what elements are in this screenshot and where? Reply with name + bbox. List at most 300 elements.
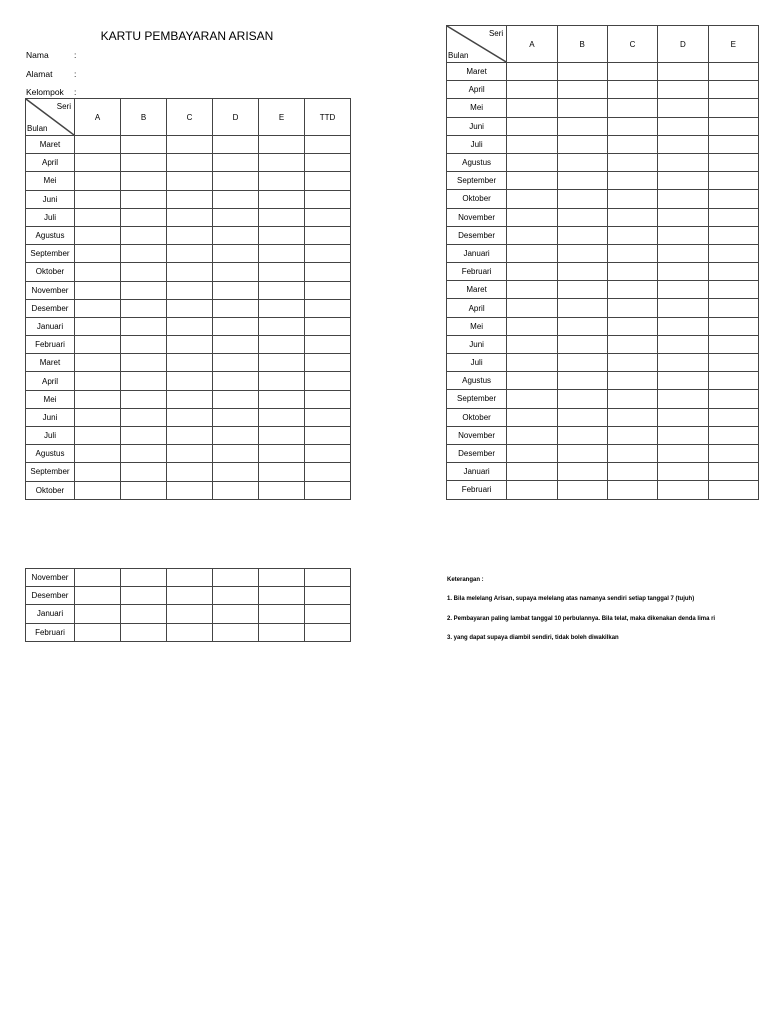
month-label: Februari xyxy=(26,623,75,641)
payment-cell[interactable] xyxy=(658,226,708,244)
payment-cell[interactable] xyxy=(167,463,213,481)
payment-cell[interactable] xyxy=(658,372,708,390)
payment-cell[interactable] xyxy=(557,208,607,226)
payment-cell[interactable] xyxy=(708,372,758,390)
payment-cell[interactable] xyxy=(507,281,557,299)
payment-cell[interactable] xyxy=(557,81,607,99)
payment-cell[interactable] xyxy=(259,390,305,408)
payment-cell[interactable] xyxy=(213,336,259,354)
payment-cell[interactable] xyxy=(213,481,259,499)
payment-cell[interactable] xyxy=(259,226,305,244)
payment-cell[interactable] xyxy=(305,317,351,335)
payment-cell[interactable] xyxy=(607,63,657,81)
payment-cell[interactable] xyxy=(167,136,213,154)
payment-cell[interactable] xyxy=(708,226,758,244)
payment-cell[interactable] xyxy=(121,281,167,299)
payment-cell[interactable] xyxy=(259,623,305,641)
month-row xyxy=(447,190,759,208)
payment-cell[interactable] xyxy=(507,226,557,244)
payment-cell[interactable] xyxy=(305,605,351,623)
payment-cell[interactable] xyxy=(121,154,167,172)
payment-cell[interactable] xyxy=(121,190,167,208)
payment-cell[interactable] xyxy=(259,605,305,623)
payment-cell[interactable] xyxy=(658,153,708,171)
alamat-field xyxy=(26,69,77,79)
payment-cell[interactable] xyxy=(167,190,213,208)
payment-cell[interactable] xyxy=(557,153,607,171)
payment-cell[interactable] xyxy=(607,335,657,353)
payment-cell[interactable] xyxy=(75,208,121,226)
payment-cell[interactable] xyxy=(259,190,305,208)
payment-cell[interactable] xyxy=(167,354,213,372)
payment-cell[interactable] xyxy=(658,63,708,81)
payment-cell[interactable] xyxy=(607,153,657,171)
payment-cell[interactable] xyxy=(557,226,607,244)
payment-cell[interactable] xyxy=(121,299,167,317)
month-label: Mei xyxy=(447,99,507,117)
payment-cell[interactable] xyxy=(658,99,708,117)
payment-cell[interactable] xyxy=(75,354,121,372)
payment-cell[interactable] xyxy=(259,569,305,587)
payment-cell[interactable] xyxy=(259,317,305,335)
payment-cell[interactable] xyxy=(607,390,657,408)
payment-cell[interactable] xyxy=(305,445,351,463)
payment-cell[interactable] xyxy=(708,153,758,171)
payment-cell[interactable] xyxy=(607,99,657,117)
payment-cell[interactable] xyxy=(167,372,213,390)
payment-cell[interactable] xyxy=(305,587,351,605)
payment-cell[interactable] xyxy=(305,623,351,641)
payment-cell[interactable] xyxy=(213,605,259,623)
payment-cell[interactable] xyxy=(305,154,351,172)
payment-cell[interactable] xyxy=(607,281,657,299)
payment-cell[interactable] xyxy=(121,390,167,408)
payment-cell[interactable] xyxy=(305,226,351,244)
payment-cell[interactable] xyxy=(305,408,351,426)
payment-cell[interactable] xyxy=(213,427,259,445)
payment-cell[interactable] xyxy=(607,172,657,190)
payment-cell[interactable] xyxy=(507,317,557,335)
payment-cell[interactable] xyxy=(658,390,708,408)
payment-cell[interactable] xyxy=(708,463,758,481)
payment-cell[interactable] xyxy=(75,408,121,426)
payment-cell[interactable] xyxy=(557,172,607,190)
payment-cell[interactable] xyxy=(305,463,351,481)
payment-cell[interactable] xyxy=(607,244,657,262)
payment-cell[interactable] xyxy=(507,208,557,226)
payment-cell[interactable] xyxy=(607,481,657,499)
payment-cell[interactable] xyxy=(305,372,351,390)
payment-cell[interactable] xyxy=(658,444,708,462)
payment-cell[interactable] xyxy=(557,426,607,444)
payment-cell[interactable] xyxy=(557,299,607,317)
payment-cell[interactable] xyxy=(607,190,657,208)
month-label: Desember xyxy=(26,299,75,317)
payment-cell[interactable] xyxy=(557,135,607,153)
month-label: Maret xyxy=(26,354,75,372)
payment-cell[interactable] xyxy=(121,408,167,426)
payment-cell[interactable] xyxy=(557,117,607,135)
payment-cell[interactable] xyxy=(213,172,259,190)
payment-cell[interactable] xyxy=(557,444,607,462)
payment-cell[interactable] xyxy=(305,354,351,372)
payment-cell[interactable] xyxy=(607,463,657,481)
month-row xyxy=(26,281,351,299)
payment-cell[interactable] xyxy=(167,263,213,281)
payment-cell[interactable] xyxy=(75,463,121,481)
payment-cell[interactable] xyxy=(557,335,607,353)
payment-cell[interactable] xyxy=(708,99,758,117)
payment-cell[interactable] xyxy=(121,354,167,372)
payment-cell[interactable] xyxy=(121,427,167,445)
payment-cell[interactable] xyxy=(213,317,259,335)
payment-cell[interactable] xyxy=(305,245,351,263)
payment-cell[interactable] xyxy=(121,317,167,335)
payment-cell[interactable] xyxy=(305,263,351,281)
month-row xyxy=(447,81,759,99)
payment-cell[interactable] xyxy=(507,408,557,426)
payment-cell[interactable] xyxy=(167,445,213,463)
payment-cell[interactable] xyxy=(557,354,607,372)
payment-cell[interactable] xyxy=(75,317,121,335)
payment-cell[interactable] xyxy=(167,281,213,299)
payment-cell[interactable] xyxy=(658,81,708,99)
payment-cell[interactable] xyxy=(708,299,758,317)
payment-cell[interactable] xyxy=(121,605,167,623)
payment-cell[interactable] xyxy=(167,317,213,335)
payment-cell[interactable] xyxy=(75,281,121,299)
payment-cell[interactable] xyxy=(708,481,758,499)
payment-cell[interactable] xyxy=(121,245,167,263)
payment-cell[interactable] xyxy=(607,226,657,244)
payment-cell[interactable] xyxy=(75,587,121,605)
payment-cell[interactable] xyxy=(213,154,259,172)
payment-cell[interactable] xyxy=(507,81,557,99)
payment-cell[interactable] xyxy=(75,336,121,354)
month-label: Juni xyxy=(447,117,507,135)
payment-cell[interactable] xyxy=(607,117,657,135)
payment-cell[interactable] xyxy=(607,81,657,99)
keterangan-item: 2. Pembayaran paling lambat tanggal 10 perbulannya. Bila telat, maka dikenakan denda lima ri xyxy=(447,616,716,622)
payment-cell[interactable] xyxy=(708,63,758,81)
payment-cell[interactable] xyxy=(607,354,657,372)
payment-cell[interactable] xyxy=(607,299,657,317)
month-label: Maret xyxy=(447,63,507,81)
payment-cell[interactable] xyxy=(259,154,305,172)
payment-cell[interactable] xyxy=(259,463,305,481)
payment-cell[interactable] xyxy=(708,244,758,262)
payment-cell[interactable] xyxy=(557,99,607,117)
payment-cell[interactable] xyxy=(167,336,213,354)
month-row xyxy=(447,135,759,153)
payment-cell[interactable] xyxy=(167,226,213,244)
payment-cell[interactable] xyxy=(305,569,351,587)
payment-cell[interactable] xyxy=(507,190,557,208)
payment-cell[interactable] xyxy=(305,336,351,354)
payment-cell[interactable] xyxy=(305,281,351,299)
month-label: Februari xyxy=(26,336,75,354)
payment-cell[interactable] xyxy=(708,317,758,335)
payment-cell[interactable] xyxy=(708,172,758,190)
payment-cell[interactable] xyxy=(507,444,557,462)
payment-cell[interactable] xyxy=(75,263,121,281)
payment-cell[interactable] xyxy=(658,135,708,153)
payment-cell[interactable] xyxy=(121,623,167,641)
payment-cell[interactable] xyxy=(259,354,305,372)
payment-cell[interactable] xyxy=(213,445,259,463)
month-row xyxy=(26,172,351,190)
payment-cell[interactable] xyxy=(658,426,708,444)
payment-cell[interactable] xyxy=(121,172,167,190)
month-label: Januari xyxy=(447,463,507,481)
payment-cell[interactable] xyxy=(259,336,305,354)
payment-cell[interactable] xyxy=(213,245,259,263)
payment-cell[interactable] xyxy=(167,605,213,623)
payment-cell[interactable] xyxy=(167,299,213,317)
month-row xyxy=(26,569,351,587)
payment-cell[interactable] xyxy=(167,172,213,190)
payment-cell[interactable] xyxy=(259,208,305,226)
payment-cell[interactable] xyxy=(708,426,758,444)
payment-cell[interactable] xyxy=(75,445,121,463)
month-row xyxy=(447,354,759,372)
month-label: Agustus xyxy=(26,445,75,463)
payment-cell[interactable] xyxy=(167,390,213,408)
payment-cell[interactable] xyxy=(708,390,758,408)
month-label: Mei xyxy=(26,172,75,190)
payment-cell[interactable] xyxy=(557,244,607,262)
month-row xyxy=(26,445,351,463)
payment-cell[interactable] xyxy=(708,135,758,153)
payment-cell[interactable] xyxy=(305,208,351,226)
payment-cell[interactable] xyxy=(121,569,167,587)
payment-cell[interactable] xyxy=(213,190,259,208)
payment-cell[interactable] xyxy=(708,190,758,208)
payment-cell[interactable] xyxy=(213,408,259,426)
payment-cell[interactable] xyxy=(75,390,121,408)
month-label: April xyxy=(447,299,507,317)
month-row xyxy=(447,317,759,335)
payment-cell[interactable] xyxy=(167,245,213,263)
payment-cell[interactable] xyxy=(607,135,657,153)
payment-cell[interactable] xyxy=(259,408,305,426)
payment-cell[interactable] xyxy=(213,390,259,408)
payment-cell[interactable] xyxy=(75,226,121,244)
payment-cell[interactable] xyxy=(75,569,121,587)
payment-cell[interactable] xyxy=(607,426,657,444)
payment-cell[interactable] xyxy=(167,569,213,587)
payment-cell[interactable] xyxy=(708,354,758,372)
payment-cell[interactable] xyxy=(167,154,213,172)
month-label: Agustus xyxy=(447,153,507,171)
payment-cell[interactable] xyxy=(507,463,557,481)
payment-cell[interactable] xyxy=(507,354,557,372)
month-label: Agustus xyxy=(447,372,507,390)
payment-cell[interactable] xyxy=(167,623,213,641)
payment-cell[interactable] xyxy=(259,445,305,463)
month-label: Juli xyxy=(447,354,507,372)
payment-cell[interactable] xyxy=(213,463,259,481)
payment-cell[interactable] xyxy=(121,226,167,244)
payment-cell[interactable] xyxy=(658,281,708,299)
payment-cell[interactable] xyxy=(658,463,708,481)
payment-cell[interactable] xyxy=(507,426,557,444)
payment-cell[interactable] xyxy=(213,299,259,317)
payment-cell[interactable] xyxy=(507,335,557,353)
kelompok-field xyxy=(26,87,77,97)
payment-cell[interactable] xyxy=(259,136,305,154)
payment-cell[interactable] xyxy=(507,244,557,262)
payment-cell[interactable] xyxy=(658,117,708,135)
payment-cell[interactable] xyxy=(213,587,259,605)
payment-cell[interactable] xyxy=(507,299,557,317)
payment-cell[interactable] xyxy=(658,263,708,281)
month-label: Juni xyxy=(26,408,75,426)
payment-cell[interactable] xyxy=(305,390,351,408)
payment-cell[interactable] xyxy=(305,172,351,190)
payment-cell[interactable] xyxy=(708,335,758,353)
payment-cell[interactable] xyxy=(658,172,708,190)
payment-cell[interactable] xyxy=(75,136,121,154)
payment-cell[interactable] xyxy=(213,226,259,244)
payment-cell[interactable] xyxy=(213,623,259,641)
payment-cell[interactable] xyxy=(305,299,351,317)
payment-cell[interactable] xyxy=(658,244,708,262)
payment-cell[interactable] xyxy=(305,481,351,499)
payment-cell[interactable] xyxy=(658,299,708,317)
payment-cell[interactable] xyxy=(259,587,305,605)
payment-cell[interactable] xyxy=(507,153,557,171)
payment-cell[interactable] xyxy=(658,408,708,426)
payment-cell[interactable] xyxy=(607,263,657,281)
payment-cell[interactable] xyxy=(708,281,758,299)
payment-cell[interactable] xyxy=(708,208,758,226)
payment-cell[interactable] xyxy=(658,190,708,208)
payment-cell[interactable] xyxy=(121,336,167,354)
payment-cell[interactable] xyxy=(75,605,121,623)
payment-cell[interactable] xyxy=(557,463,607,481)
payment-cell[interactable] xyxy=(213,136,259,154)
payment-cell[interactable] xyxy=(75,372,121,390)
payment-cell[interactable] xyxy=(507,372,557,390)
payment-cell[interactable] xyxy=(507,481,557,499)
payment-cell[interactable] xyxy=(213,281,259,299)
payment-cell[interactable] xyxy=(708,81,758,99)
payment-cell[interactable] xyxy=(658,208,708,226)
payment-cell[interactable] xyxy=(121,136,167,154)
payment-cell[interactable] xyxy=(607,317,657,335)
payment-cell[interactable] xyxy=(213,354,259,372)
payment-cell[interactable] xyxy=(167,408,213,426)
payment-cell[interactable] xyxy=(557,190,607,208)
payment-cell[interactable] xyxy=(75,427,121,445)
month-row xyxy=(26,136,351,154)
payment-cell[interactable] xyxy=(658,335,708,353)
payment-cell[interactable] xyxy=(607,444,657,462)
payment-cell[interactable] xyxy=(557,263,607,281)
payment-cell[interactable] xyxy=(259,427,305,445)
payment-cell[interactable] xyxy=(557,317,607,335)
payment-cell[interactable] xyxy=(708,117,758,135)
month-row xyxy=(447,408,759,426)
payment-cell[interactable] xyxy=(121,445,167,463)
payment-cell[interactable] xyxy=(75,190,121,208)
payment-cell[interactable] xyxy=(507,117,557,135)
payment-cell[interactable] xyxy=(213,208,259,226)
payment-cell[interactable] xyxy=(557,281,607,299)
payment-cell[interactable] xyxy=(121,481,167,499)
payment-cell[interactable] xyxy=(507,172,557,190)
payment-cell[interactable] xyxy=(557,481,607,499)
month-row xyxy=(26,190,351,208)
payment-cell[interactable] xyxy=(75,154,121,172)
payment-cell[interactable] xyxy=(259,481,305,499)
payment-table-left xyxy=(25,98,351,500)
payment-cell[interactable] xyxy=(507,135,557,153)
payment-cell[interactable] xyxy=(259,281,305,299)
payment-cell[interactable] xyxy=(213,569,259,587)
payment-cell[interactable] xyxy=(167,427,213,445)
payment-cell[interactable] xyxy=(259,299,305,317)
payment-cell[interactable] xyxy=(557,408,607,426)
payment-cell[interactable] xyxy=(121,587,167,605)
payment-cell[interactable] xyxy=(75,481,121,499)
payment-cell[interactable] xyxy=(557,390,607,408)
month-label: November xyxy=(447,426,507,444)
month-row xyxy=(447,263,759,281)
payment-cell[interactable] xyxy=(708,408,758,426)
payment-cell[interactable] xyxy=(121,208,167,226)
payment-cell[interactable] xyxy=(607,408,657,426)
payment-cell[interactable] xyxy=(259,172,305,190)
payment-cell[interactable] xyxy=(507,63,557,81)
payment-cell[interactable] xyxy=(75,172,121,190)
column-header: B xyxy=(557,26,607,63)
payment-cell[interactable] xyxy=(507,390,557,408)
payment-cell[interactable] xyxy=(259,372,305,390)
payment-cell[interactable] xyxy=(167,208,213,226)
payment-cell[interactable] xyxy=(213,263,259,281)
payment-cell[interactable] xyxy=(121,372,167,390)
payment-cell[interactable] xyxy=(708,263,758,281)
payment-cell[interactable] xyxy=(121,263,167,281)
payment-cell[interactable] xyxy=(708,444,758,462)
payment-cell[interactable] xyxy=(167,481,213,499)
payment-cell[interactable] xyxy=(259,245,305,263)
payment-cell[interactable] xyxy=(75,245,121,263)
payment-cell[interactable] xyxy=(75,623,121,641)
payment-cell[interactable] xyxy=(213,372,259,390)
payment-cell[interactable] xyxy=(305,190,351,208)
payment-cell[interactable] xyxy=(121,463,167,481)
payment-cell[interactable] xyxy=(305,427,351,445)
payment-cell[interactable] xyxy=(557,372,607,390)
payment-cell[interactable] xyxy=(658,354,708,372)
payment-cell[interactable] xyxy=(259,263,305,281)
payment-cell[interactable] xyxy=(507,263,557,281)
payment-cell[interactable] xyxy=(507,99,557,117)
payment-cell[interactable] xyxy=(557,63,607,81)
payment-cell[interactable] xyxy=(658,481,708,499)
payment-cell[interactable] xyxy=(607,208,657,226)
payment-cell[interactable] xyxy=(167,587,213,605)
payment-cell[interactable] xyxy=(658,317,708,335)
column-header: E xyxy=(708,26,758,63)
column-header: A xyxy=(507,26,557,63)
payment-cell[interactable] xyxy=(75,299,121,317)
payment-cell[interactable] xyxy=(305,136,351,154)
payment-cell[interactable] xyxy=(607,372,657,390)
